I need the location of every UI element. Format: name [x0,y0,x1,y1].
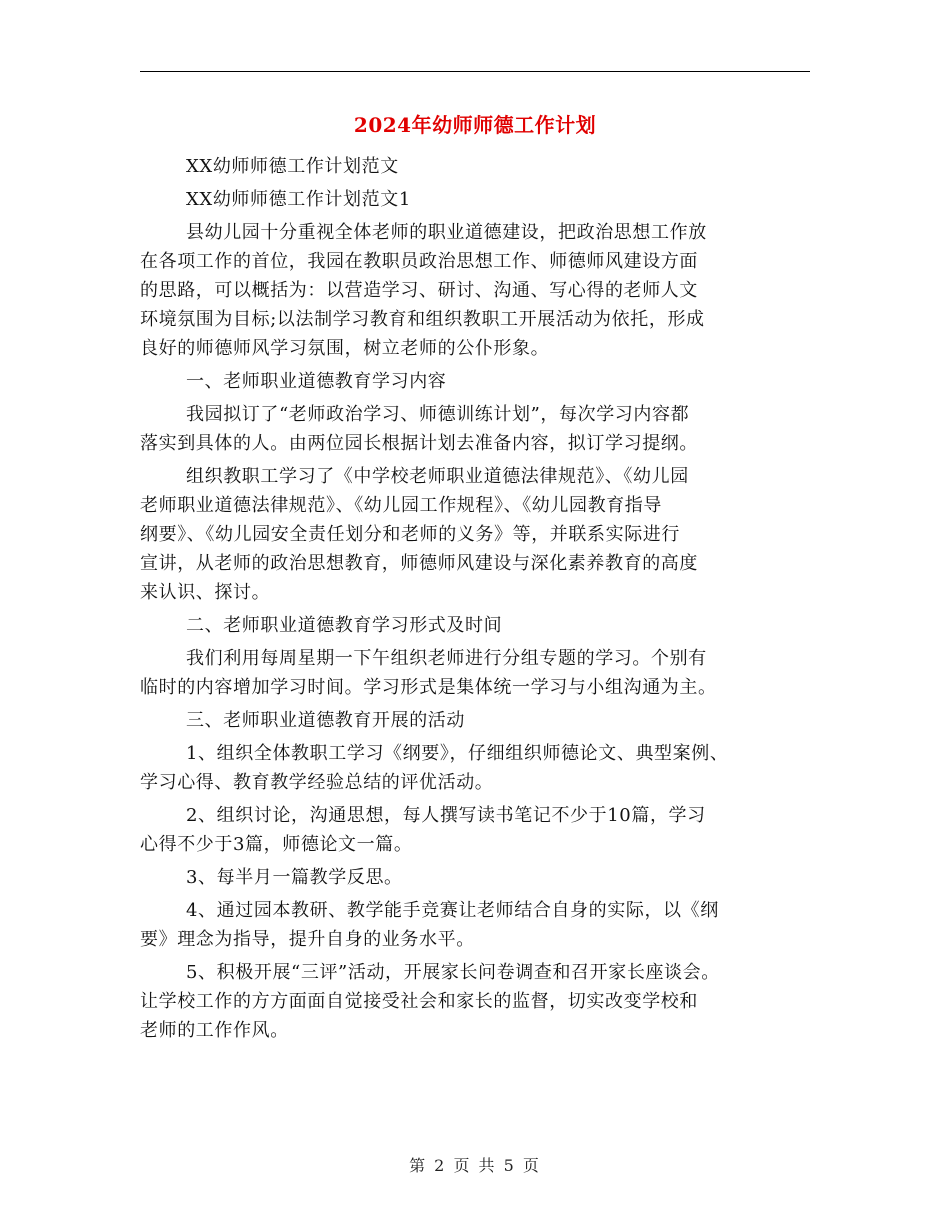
text-line: 我园拟订了“老师政治学习、师德训练计划”，每次学习内容都 [186,404,690,425]
text-line: 我们利用每周星期一下午组织老师进行分组专题的学习。个别有 [186,648,707,669]
section-heading [140,367,830,396]
text-line: 纲要》、《幼儿园安全责任划分和老师的义务》等，并联系实际进行 [140,524,680,545]
text-line: XX幼师师德工作计划范文1 [186,189,411,210]
text-line: 2、组织讨论，沟通思想，每人撰写读书笔记不少于10篇，学习 [186,805,706,826]
paragraph [140,462,830,607]
text-line: 环境氛围为目标;以法制学习教育和组织教职工开展活动为依托，形成 [140,309,705,330]
page-footer: 第 2 页 共 5 页 [409,1156,541,1175]
text-line: 一、老师职业道德教育学习内容 [186,371,447,392]
text-line: 良好的师德师风学习氛围，树立老师的公仆形象。 [140,338,550,359]
list-item [140,896,830,954]
text-line: 县幼儿园十分重视全体老师的职业道德建设，把政治思想工作放 [186,222,707,243]
document-body [140,152,830,1045]
text-line: 组织教职工学习了《中学校老师职业道德法律规范》、《幼儿园 [186,466,689,487]
paragraph [140,152,830,181]
text-line: 5、积极开展“三评”活动，开展家长问卷调查和召开家长座谈会。 [186,962,720,983]
text-line: 3、每半月一篇教学反思。 [186,867,403,888]
text-line: 三、老师职业道德教育开展的活动 [186,710,465,731]
paragraph [140,400,830,458]
text-line: 来认识、探讨。 [140,582,271,603]
text-line: 让学校工作的方方面面自觉接受社会和家长的监督，切实改变学校和 [140,991,698,1012]
list-item [140,958,830,1045]
list-item [140,739,830,797]
paragraph [140,644,830,702]
text-line: 宣讲，从老师的政治思想教育，师德师风建设与深化素养教育的高度 [140,553,698,574]
text-line: 在各项工作的首位，我园在教职员政治思想工作、师德师风建设方面 [140,251,698,272]
header-rule [140,71,810,72]
text-line: 4、通过园本教研、教学能手竞赛让老师结合自身的实际，以《纲 [186,900,719,921]
list-item [140,801,830,859]
section-heading [140,706,830,735]
text-line: 心得不少于3篇，师德论文一篇。 [140,834,413,855]
text-line: 学习心得、教育教学经验总结的评优活动。 [140,772,494,793]
text-line: 老师的工作作风。 [140,1020,289,1041]
section-heading [140,611,830,640]
list-item [140,863,830,892]
text-line: 二、老师职业道德教育学习形式及时间 [186,615,503,636]
paragraph [140,185,830,214]
text-line: 临时的内容增加学习时间。学习形式是集体统一学习与小组沟通为主。 [140,677,717,698]
text-line: XX幼师师德工作计划范文 [186,156,399,177]
text-line: 要》理念为指导，提升自身的业务水平。 [140,929,475,950]
text-line: 的思路，可以概括为：以营造学习、研讨、沟通、写心得的老师人文 [140,280,698,301]
text-line: 老师职业道德法律规范》、《幼儿园工作规程》、《幼儿园教育指导 [140,495,662,516]
paragraph [140,218,830,363]
text-line: 1、组织全体教职工学习《纲要》，仔细组织师德论文、典型案例、 [186,743,729,764]
text-line: 落实到具体的人。由两位园长根据计划去准备内容，拟订学习提纲。 [140,433,698,454]
document-title: 2024年幼师师德工作计划 [353,113,597,137]
